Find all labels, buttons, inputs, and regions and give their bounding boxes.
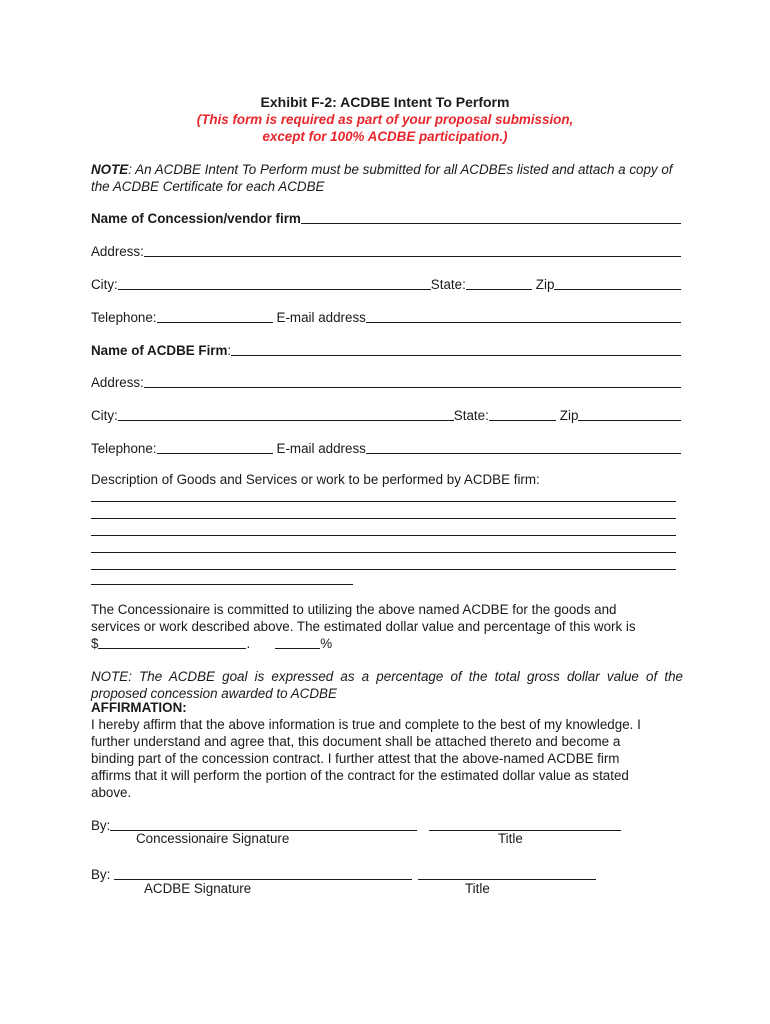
concession-name-row xyxy=(91,208,681,226)
goal-note xyxy=(91,668,683,702)
goal-note-line2: proposed concession awarded to ACDBE xyxy=(91,686,337,701)
note-text: : An ACDBE Intent To Perform must be submitted for all ACDBEs listed and attach a copy of the ACDBE Certificate for each ACDBE xyxy=(91,162,673,194)
concession-telephone-row xyxy=(91,307,681,325)
commitment-line2: services or work described above. The estimated dollar value and percentage of this work is xyxy=(91,619,636,634)
dollar-value-field[interactable] xyxy=(98,634,246,649)
acdbe-signature-field[interactable] xyxy=(114,865,412,880)
dollar-sign: $ xyxy=(91,636,99,651)
acdbe-state-label: State: xyxy=(453,408,489,423)
acdbe-email-field[interactable] xyxy=(366,439,681,454)
concession-name-field[interactable] xyxy=(301,209,681,224)
concession-address-field[interactable] xyxy=(144,242,681,257)
description-label: Description of Goods and Services or work to be performed by ACDBE firm: xyxy=(91,472,540,487)
intro-note xyxy=(91,161,691,195)
acdbe-address-label: Address: xyxy=(91,375,144,390)
acdbe-city-label: City: xyxy=(91,408,118,423)
acdbe-telephone-label: Telephone: xyxy=(91,441,157,456)
description-line[interactable] xyxy=(91,584,353,585)
description-line[interactable] xyxy=(91,535,676,536)
by-label-2: By: xyxy=(91,867,115,882)
acdbe-email-label: E-mail address xyxy=(276,441,366,456)
commitment-paragraph xyxy=(91,601,683,652)
percent-sign: % xyxy=(320,636,333,651)
description-line[interactable] xyxy=(91,501,676,502)
concession-zip-field[interactable] xyxy=(554,275,681,290)
commitment-line1: The Concessionaire is committed to utilizing the above named ACDBE for the goods and xyxy=(91,602,617,617)
acdbe-name-colon: : xyxy=(227,343,232,358)
concessionaire-signature-field[interactable] xyxy=(110,816,417,831)
description-line[interactable] xyxy=(91,552,676,553)
concessionaire-title-field[interactable] xyxy=(429,816,621,831)
acdbe-zip-field[interactable] xyxy=(578,406,681,421)
goal-note-line1: NOTE: The ACDBE goal is expressed as a percentage of the total gross dollar value of the xyxy=(91,669,683,684)
affirmation-text: I hereby affirm that the above information is true and complete to the best of my knowledge. I further understand and agree that, this document shall be attached thereto and become a binding part of the concession contract. I further attest that the above-named ACDBE firm affirms that it will perform the portion of the contract for the estimated dollar value as stated above. xyxy=(91,717,641,800)
acdbe-signature-label: ACDBE Signature xyxy=(144,881,252,896)
concession-city-label: City: xyxy=(91,277,118,292)
concession-city-row xyxy=(91,274,681,292)
concession-address-label: Address: xyxy=(91,244,144,259)
acdbe-name-label: Name of ACDBE Firm xyxy=(91,343,228,358)
description-line[interactable] xyxy=(91,518,676,519)
acdbe-city-row xyxy=(91,405,681,423)
commitment-values-row xyxy=(91,635,683,652)
title-label-2: Title xyxy=(465,881,490,896)
form-subtitle-line1: (This form is required as part of your proposal submission, xyxy=(196,112,574,127)
concession-name-label: Name of Concession/vendor firm xyxy=(91,211,301,226)
acdbe-name-row xyxy=(91,340,681,358)
by-label-1: By: xyxy=(91,818,111,833)
concession-zip-label: Zip xyxy=(535,277,555,292)
acdbe-address-field[interactable] xyxy=(144,373,681,388)
description-line[interactable] xyxy=(91,569,676,570)
acdbe-city-field[interactable] xyxy=(118,406,454,421)
signature-row-2 xyxy=(91,864,611,882)
dollar-dot: . xyxy=(246,636,251,651)
acdbe-telephone-row xyxy=(91,438,681,456)
title-label-1: Title xyxy=(498,831,523,846)
concession-address-row xyxy=(91,241,681,259)
acdbe-telephone-field[interactable] xyxy=(157,439,273,454)
concession-email-field[interactable] xyxy=(366,308,681,323)
acdbe-title-field[interactable] xyxy=(418,865,596,880)
concession-email-label: E-mail address xyxy=(276,310,366,325)
affirmation-heading: AFFIRMATION: xyxy=(91,700,187,715)
acdbe-address-row xyxy=(91,372,681,390)
concession-state-field[interactable] xyxy=(466,275,532,290)
form-subtitle-line2: except for 100% ACDBE participation.) xyxy=(262,129,508,144)
form-title: Exhibit F-2: ACDBE Intent To Perform xyxy=(260,94,510,110)
concession-city-field[interactable] xyxy=(118,275,431,290)
concessionaire-signature-label: Concessionaire Signature xyxy=(136,831,290,846)
acdbe-zip-label: Zip xyxy=(559,408,579,423)
concession-telephone-field[interactable] xyxy=(157,308,273,323)
acdbe-state-field[interactable] xyxy=(489,406,556,421)
concession-state-label: State: xyxy=(430,277,466,292)
acdbe-name-field[interactable] xyxy=(231,341,681,356)
percentage-field[interactable] xyxy=(275,634,320,649)
note-label: NOTE xyxy=(91,162,129,177)
concession-telephone-label: Telephone: xyxy=(91,310,157,325)
